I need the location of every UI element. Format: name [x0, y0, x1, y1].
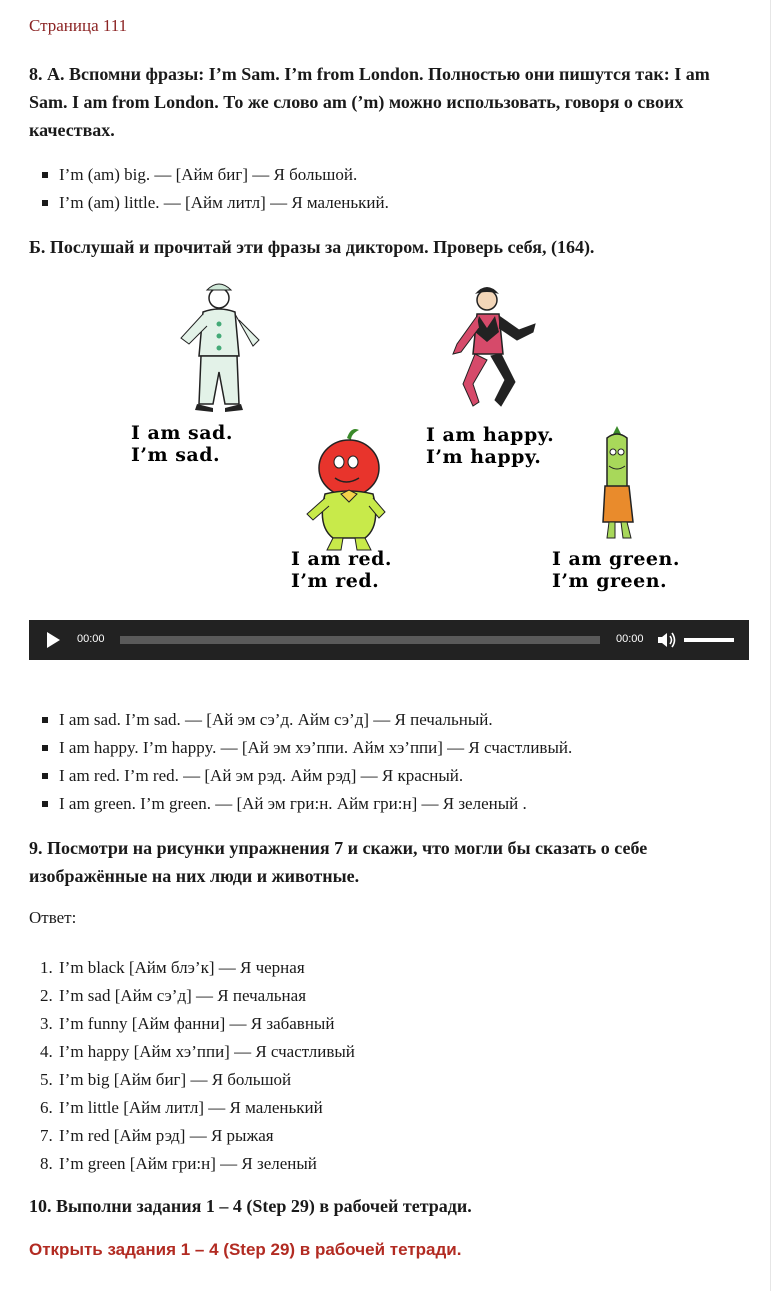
list-item: [29, 982, 355, 1010]
current-time: 00:00: [77, 633, 105, 645]
item-number: 7.: [40, 1126, 53, 1145]
volume-icon[interactable]: [657, 631, 677, 649]
item-number: 8.: [40, 1154, 53, 1173]
item-text: I’m little [Айм литл] — Я маленький: [59, 1098, 323, 1117]
caption-green-line-2: I’m green.: [552, 570, 668, 592]
list-item: I am happy. I’m happy. — [Ай эм хэ’ппи. Айм хэ’ппи] — Я счастливый.: [29, 734, 572, 762]
caption-happy-line-1: I am happy.: [426, 424, 555, 446]
item-text: I’m green [Айм гри:н] — Я зеленый: [59, 1154, 317, 1173]
list-item: [29, 954, 355, 982]
caption-sad-line-1: I am sad.: [131, 422, 233, 444]
caption-happy-line-2: I’m happy.: [426, 446, 542, 468]
item-text: I’m big [Айм биг] — Я большой: [59, 1070, 292, 1089]
list-item: [29, 1010, 355, 1038]
pierrot-figure: [181, 284, 259, 412]
item-text: I’m sad [Айм сэ’д] — Я печальная: [59, 986, 307, 1005]
list-item: [29, 1038, 355, 1066]
list-item: I’m (am) little. — [Айм литл] — Я маленький.: [29, 189, 389, 217]
caption-sad-line-2: I’m sad.: [131, 444, 221, 466]
caption-red-line-1: I am red.: [291, 548, 393, 570]
list-item: [29, 1150, 355, 1178]
duration-time: 00:00: [616, 633, 644, 645]
list-item: I am green. I’m green. — [Ай эм гри:н. Айм гри:н] — Я зеленый .: [29, 790, 572, 818]
play-icon[interactable]: [47, 632, 60, 648]
item-text: I’m happy [Айм хэ’ппи] — Я счастливый: [59, 1042, 355, 1061]
exercise-8-heading: 8. А. Вспомни фразы: I’m Sam. I’m from London. Полностью они пишутся так: I am Sam. I am from London. То же слово am (’m) можно использовать, говоря о своих качествах.: [29, 64, 710, 140]
list-item: [29, 1122, 355, 1150]
item-number: 5.: [40, 1070, 53, 1089]
exercise-8-list: [29, 161, 389, 217]
list-item: [29, 1094, 355, 1122]
list-item: I am sad. I’m sad. — [Ай эм сэ’д. Айм сэ’д] — Я печальный.: [29, 706, 572, 734]
item-number: 6.: [40, 1098, 53, 1117]
harlequin-figure: [453, 287, 535, 406]
cucumber-figure: [603, 426, 633, 538]
list-item: [29, 1066, 355, 1094]
item-number: 1.: [40, 958, 53, 977]
seek-bar[interactable]: [120, 636, 600, 644]
characters-drawing: [119, 276, 699, 596]
item-text: I’m black [Айм блэ’к] — Я черная: [59, 958, 305, 977]
audio-player: [29, 620, 749, 660]
exercise-8b-heading: Б. Послушай и прочитай эти фразы за диктором. Проверь себя, (164).: [29, 237, 595, 257]
page-number-label: Страница 111: [29, 16, 128, 35]
answer-list: [29, 954, 355, 1178]
page-border-right: [770, 0, 771, 1291]
tomato-figure: [307, 429, 385, 550]
volume-slider[interactable]: [684, 638, 734, 642]
item-number: 4.: [40, 1042, 53, 1061]
exercise-10-heading: 10. Выполни задания 1 – 4 (Step 29) в рабочей тетради.: [29, 1196, 472, 1216]
item-text: I’m funny [Айм фанни] — Я забавный: [59, 1014, 335, 1033]
open-workbook-link[interactable]: Открыть задания 1 – 4 (Step 29) в рабочей тетради.: [29, 1240, 462, 1259]
exercise-8b-list: [29, 706, 572, 818]
item-text: I’m red [Айм рэд] — Я рыжая: [59, 1126, 274, 1145]
item-number: 3.: [40, 1014, 53, 1033]
item-number: 2.: [40, 986, 53, 1005]
list-item: I am red. I’m red. — [Ай эм рэд. Айм рэд] — Я красный.: [29, 762, 572, 790]
textbook-illustration: [119, 276, 699, 596]
list-item: I’m (am) big. — [Айм биг] — Я большой.: [29, 161, 389, 189]
caption-red-line-2: I’m red.: [291, 570, 380, 592]
caption-green-line-1: I am green.: [552, 548, 680, 570]
exercise-9-heading: 9. Посмотри на рисунки упражнения 7 и скажи, что могли бы сказать о себе изображённые на них люди и животные.: [29, 838, 648, 886]
answer-label: Ответ:: [29, 908, 77, 927]
